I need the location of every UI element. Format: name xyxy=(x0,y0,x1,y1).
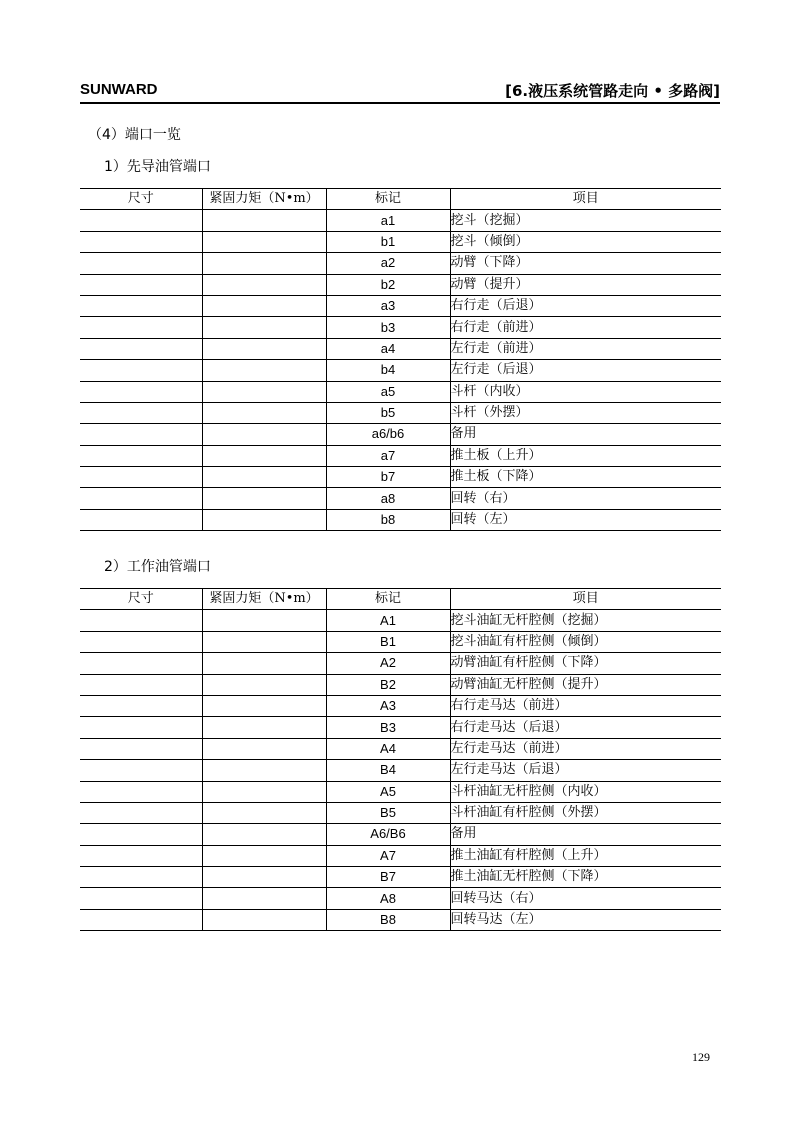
cell-item: 备用 xyxy=(450,424,721,445)
cell-item: 动臂（提升） xyxy=(450,274,721,295)
cell-size xyxy=(80,610,202,631)
cell-mark: B5 xyxy=(326,802,450,823)
cell-torque xyxy=(202,653,326,674)
cell-item: 左行走（后退） xyxy=(450,360,721,381)
column-header-size: 尺寸 xyxy=(80,189,202,210)
cell-item: 推土油缸无杆腔侧（下降） xyxy=(450,867,721,888)
cell-item: 斗杆（内收） xyxy=(450,381,721,402)
table-header-row xyxy=(80,589,721,610)
cell-item: 右行走（前进） xyxy=(450,317,721,338)
table-row xyxy=(80,695,721,716)
column-header-item: 项目 xyxy=(450,589,721,610)
brand-name: SUNWARD xyxy=(80,81,158,98)
cell-size xyxy=(80,781,202,802)
cell-torque xyxy=(202,631,326,652)
table-row xyxy=(80,909,721,930)
cell-item: 动臂油缸有杆腔侧（下降） xyxy=(450,653,721,674)
table-row xyxy=(80,317,721,338)
cell-mark: a8 xyxy=(326,488,450,509)
cell-size xyxy=(80,317,202,338)
cell-torque xyxy=(202,695,326,716)
cell-torque xyxy=(202,888,326,909)
table-row xyxy=(80,653,721,674)
cell-size xyxy=(80,674,202,695)
cell-torque xyxy=(202,760,326,781)
table-row xyxy=(80,402,721,423)
table-row xyxy=(80,781,721,802)
pilot-ports-table xyxy=(80,188,721,531)
cell-mark: b2 xyxy=(326,274,450,295)
page-header xyxy=(80,80,720,104)
table-header-row xyxy=(80,189,721,210)
working-ports-body xyxy=(80,610,721,931)
table-row xyxy=(80,610,721,631)
cell-mark: B4 xyxy=(326,760,450,781)
cell-torque xyxy=(202,738,326,759)
cell-mark: a6/b6 xyxy=(326,424,450,445)
table-row xyxy=(80,210,721,231)
cell-size xyxy=(80,509,202,530)
cell-mark: A8 xyxy=(326,888,450,909)
column-header-mark: 标记 xyxy=(326,589,450,610)
cell-item: 斗杆（外摆） xyxy=(450,402,721,423)
cell-size xyxy=(80,424,202,445)
cell-item: 右行走马达（后退） xyxy=(450,717,721,738)
cell-size xyxy=(80,738,202,759)
cell-mark: a1 xyxy=(326,210,450,231)
cell-item: 回转（左） xyxy=(450,509,721,530)
table-row xyxy=(80,338,721,359)
table-row xyxy=(80,509,721,530)
cell-size xyxy=(80,231,202,252)
table-row xyxy=(80,274,721,295)
cell-item: 挖斗（挖掘） xyxy=(450,210,721,231)
cell-mark: A4 xyxy=(326,738,450,759)
table-row xyxy=(80,295,721,316)
column-header-torque: 紧固力矩（N•m） xyxy=(202,189,326,210)
page-number: 129 xyxy=(692,1050,710,1064)
table-row xyxy=(80,760,721,781)
cell-torque xyxy=(202,867,326,888)
cell-torque xyxy=(202,909,326,930)
cell-mark: b8 xyxy=(326,509,450,530)
working-ports-title: 2）工作油管端口 xyxy=(104,559,211,575)
cell-mark: A6/B6 xyxy=(326,824,450,845)
table-row xyxy=(80,888,721,909)
cell-torque xyxy=(202,231,326,252)
cell-torque xyxy=(202,467,326,488)
cell-size xyxy=(80,867,202,888)
cell-mark: B7 xyxy=(326,867,450,888)
cell-torque xyxy=(202,509,326,530)
cell-mark: a7 xyxy=(326,445,450,466)
cell-mark: B2 xyxy=(326,674,450,695)
table-row xyxy=(80,845,721,866)
chapter-title: [6.液压系统管路走向 • 多路阀] xyxy=(505,82,720,100)
cell-item: 挖斗油缸有杆腔侧（倾倒） xyxy=(450,631,721,652)
cell-mark: b7 xyxy=(326,467,450,488)
cell-size xyxy=(80,717,202,738)
cell-mark: A3 xyxy=(326,695,450,716)
column-header-item: 项目 xyxy=(450,189,721,210)
column-header-torque: 紧固力矩（N•m） xyxy=(202,589,326,610)
cell-torque xyxy=(202,402,326,423)
cell-torque xyxy=(202,488,326,509)
cell-torque xyxy=(202,824,326,845)
cell-torque xyxy=(202,802,326,823)
cell-item: 左行走马达（前进） xyxy=(450,738,721,759)
cell-item: 动臂油缸无杆腔侧（提升） xyxy=(450,674,721,695)
table-row xyxy=(80,631,721,652)
cell-torque xyxy=(202,210,326,231)
cell-mark: A1 xyxy=(326,610,450,631)
cell-size xyxy=(80,274,202,295)
cell-torque xyxy=(202,424,326,445)
cell-size xyxy=(80,381,202,402)
cell-torque xyxy=(202,360,326,381)
table-row xyxy=(80,802,721,823)
cell-mark: b3 xyxy=(326,317,450,338)
cell-torque xyxy=(202,781,326,802)
section-title: （4）端口一览 xyxy=(88,127,181,143)
working-ports-table xyxy=(80,588,721,931)
cell-size xyxy=(80,909,202,930)
cell-item: 动臂（下降） xyxy=(450,253,721,274)
cell-size xyxy=(80,631,202,652)
table-row xyxy=(80,231,721,252)
cell-mark: B3 xyxy=(326,717,450,738)
table-row xyxy=(80,467,721,488)
cell-item: 左行走（前进） xyxy=(450,338,721,359)
table-row xyxy=(80,424,721,445)
cell-mark: A7 xyxy=(326,845,450,866)
table-row xyxy=(80,717,721,738)
table-row xyxy=(80,867,721,888)
cell-torque xyxy=(202,338,326,359)
cell-item: 左行走马达（后退） xyxy=(450,760,721,781)
cell-torque xyxy=(202,610,326,631)
cell-item: 推土油缸有杆腔侧（上升） xyxy=(450,845,721,866)
cell-item: 回转马达（右） xyxy=(450,888,721,909)
cell-size xyxy=(80,695,202,716)
cell-item: 推土板（下降） xyxy=(450,467,721,488)
cell-size xyxy=(80,845,202,866)
cell-size xyxy=(80,445,202,466)
cell-torque xyxy=(202,445,326,466)
cell-torque xyxy=(202,717,326,738)
cell-size xyxy=(80,338,202,359)
cell-size xyxy=(80,210,202,231)
cell-mark: B1 xyxy=(326,631,450,652)
cell-mark: a3 xyxy=(326,295,450,316)
cell-size xyxy=(80,760,202,781)
cell-item: 挖斗油缸无杆腔侧（挖掘） xyxy=(450,610,721,631)
table-row xyxy=(80,253,721,274)
cell-item: 斗杆油缸无杆腔侧（内收） xyxy=(450,781,721,802)
table-row xyxy=(80,824,721,845)
cell-item: 推土板（上升） xyxy=(450,445,721,466)
cell-size xyxy=(80,253,202,274)
column-header-size: 尺寸 xyxy=(80,589,202,610)
cell-item: 挖斗（倾倒） xyxy=(450,231,721,252)
cell-mark: a5 xyxy=(326,381,450,402)
cell-item: 回转（右） xyxy=(450,488,721,509)
cell-mark: B8 xyxy=(326,909,450,930)
cell-mark: b1 xyxy=(326,231,450,252)
cell-torque xyxy=(202,845,326,866)
table-row xyxy=(80,360,721,381)
cell-mark: b4 xyxy=(326,360,450,381)
cell-mark: A2 xyxy=(326,653,450,674)
table-row xyxy=(80,488,721,509)
cell-torque xyxy=(202,317,326,338)
column-header-mark: 标记 xyxy=(326,189,450,210)
cell-size xyxy=(80,824,202,845)
table-row xyxy=(80,381,721,402)
cell-item: 右行走（后退） xyxy=(450,295,721,316)
pilot-ports-title: 1）先导油管端口 xyxy=(104,159,211,175)
cell-size xyxy=(80,653,202,674)
cell-mark: b5 xyxy=(326,402,450,423)
cell-size xyxy=(80,888,202,909)
table-row xyxy=(80,738,721,759)
cell-item: 斗杆油缸有杆腔侧（外摆） xyxy=(450,802,721,823)
cell-size xyxy=(80,488,202,509)
cell-item: 备用 xyxy=(450,824,721,845)
pilot-ports-body xyxy=(80,210,721,531)
cell-size xyxy=(80,295,202,316)
cell-size xyxy=(80,467,202,488)
cell-mark: a4 xyxy=(326,338,450,359)
cell-torque xyxy=(202,253,326,274)
cell-torque xyxy=(202,674,326,695)
cell-size xyxy=(80,360,202,381)
cell-size xyxy=(80,802,202,823)
cell-size xyxy=(80,402,202,423)
table-row xyxy=(80,674,721,695)
cell-item: 右行走马达（前进） xyxy=(450,695,721,716)
table-row xyxy=(80,445,721,466)
cell-torque xyxy=(202,381,326,402)
cell-torque xyxy=(202,274,326,295)
cell-item: 回转马达（左） xyxy=(450,909,721,930)
cell-torque xyxy=(202,295,326,316)
cell-mark: a2 xyxy=(326,253,450,274)
cell-mark: A5 xyxy=(326,781,450,802)
